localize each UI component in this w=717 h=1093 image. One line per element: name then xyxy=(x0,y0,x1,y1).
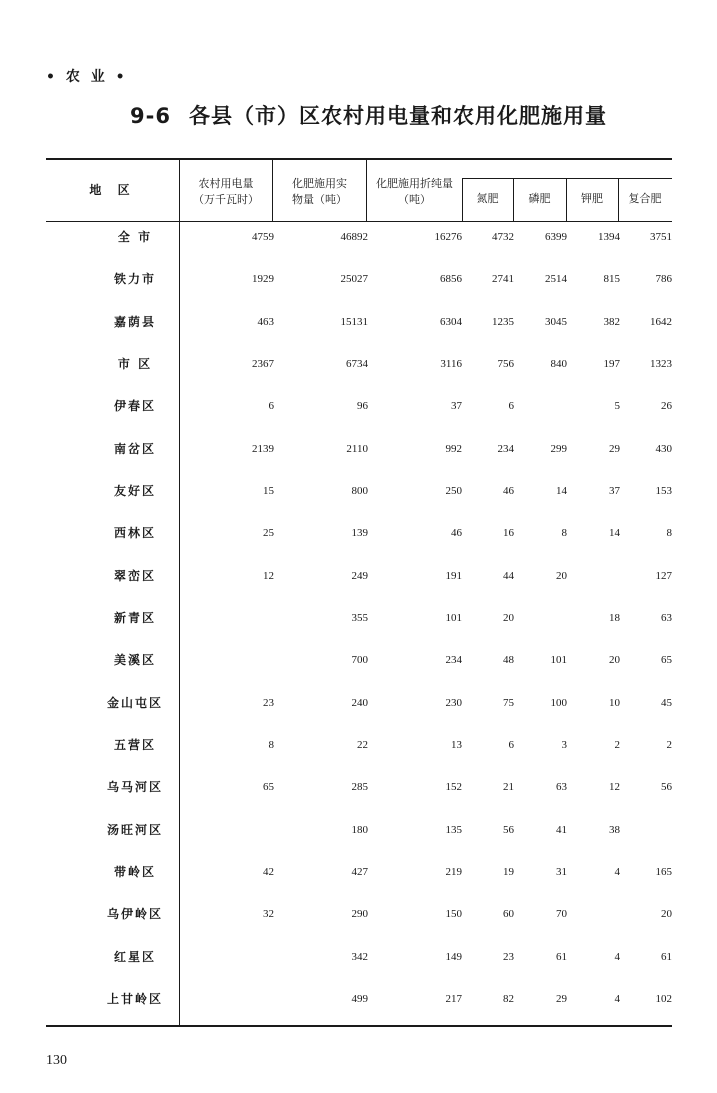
table-row xyxy=(46,947,672,989)
cell-p: 61 xyxy=(556,950,567,963)
cell-pure: 150 xyxy=(445,908,462,921)
cell-c: 1323 xyxy=(650,357,672,370)
cell-elec: 6 xyxy=(268,400,274,413)
header-subgroup-line xyxy=(462,178,672,179)
cell-n: 82 xyxy=(503,992,514,1005)
cell-pure: 149 xyxy=(445,950,462,963)
table-row xyxy=(46,820,672,862)
cell-actual: 342 xyxy=(351,950,368,963)
cell-c: 26 xyxy=(661,400,672,413)
cell-p: 3 xyxy=(561,738,567,751)
region-name: 友好区 xyxy=(113,483,156,498)
cell-pure: 234 xyxy=(445,654,462,667)
cell-elec: 4759 xyxy=(252,231,274,243)
cell-actual: 2110 xyxy=(346,442,368,455)
table-row xyxy=(46,312,672,354)
cell-p: 31 xyxy=(556,865,567,878)
cell-n: 44 xyxy=(503,569,514,582)
cell-k: 18 xyxy=(609,611,620,624)
cell-k: 38 xyxy=(609,823,620,836)
cell-n: 6 xyxy=(508,400,514,413)
cell-n: 48 xyxy=(503,654,514,667)
region-name: 嘉荫县 xyxy=(113,314,156,329)
cell-c: 430 xyxy=(655,442,672,455)
cell-pure: 217 xyxy=(445,992,462,1005)
cell-c: 65 xyxy=(661,654,672,667)
cell-actual: 6734 xyxy=(346,357,368,370)
region-name: 乌马河区 xyxy=(106,780,163,795)
cell-k: 382 xyxy=(603,315,620,328)
cell-elec: 25 xyxy=(263,527,274,540)
table-row xyxy=(46,523,672,565)
cell-actual: 499 xyxy=(351,992,368,1005)
table-row xyxy=(46,777,672,819)
cell-n: 20 xyxy=(503,611,514,624)
cell-p: 3045 xyxy=(545,315,567,328)
table-row xyxy=(46,862,672,904)
cell-pure: 152 xyxy=(445,781,462,794)
cell-elec: 8 xyxy=(268,738,274,751)
cell-actual: 285 xyxy=(351,781,368,794)
cell-c: 102 xyxy=(655,992,672,1005)
cell-k: 4 xyxy=(614,865,620,878)
cell-actual: 180 xyxy=(351,823,368,836)
cell-n: 756 xyxy=(497,357,514,370)
cell-actual: 355 xyxy=(351,611,368,624)
page-number: 130 xyxy=(46,1053,67,1068)
region-name: 伊春区 xyxy=(113,399,156,414)
cell-elec: 2139 xyxy=(252,442,274,455)
cell-k: 14 xyxy=(609,527,620,540)
region-name: 带岭区 xyxy=(113,864,156,879)
cell-elec xyxy=(204,820,274,840)
cell-elec xyxy=(204,608,274,628)
cell-actual: 290 xyxy=(351,908,368,921)
cell-actual: 15131 xyxy=(340,315,368,328)
cell-pure: 191 xyxy=(445,569,462,582)
cell-pure: 6856 xyxy=(440,273,462,286)
table-row xyxy=(46,354,672,396)
cell-c: 56 xyxy=(661,781,672,794)
column-divider xyxy=(462,178,463,221)
cell-elec: 12 xyxy=(263,569,274,582)
cell-c: 63 xyxy=(661,611,672,624)
region-name: 西林区 xyxy=(113,526,156,541)
cell-n: 6 xyxy=(508,738,514,751)
cell-elec: 42 xyxy=(263,865,274,878)
column-divider xyxy=(513,178,514,221)
cell-p: 101 xyxy=(550,654,567,667)
cell-actual: 25027 xyxy=(340,273,368,286)
cell-elec: 65 xyxy=(263,781,274,794)
table-row xyxy=(46,693,672,735)
cell-pure: 46 xyxy=(451,527,462,540)
table-row xyxy=(46,396,672,438)
cell-p: 63 xyxy=(556,781,567,794)
cell-elec xyxy=(204,989,274,1009)
table-row xyxy=(46,439,672,481)
cell-elec: 463 xyxy=(257,315,274,328)
cell-p: 6399 xyxy=(545,231,567,243)
region-name: 乌伊岭区 xyxy=(106,907,163,922)
cell-p: 70 xyxy=(556,908,567,921)
header-fertilizer-pure: 化肥施用折纯量 （吨） xyxy=(376,177,453,206)
region-name: 上甘岭区 xyxy=(106,991,163,1006)
cell-n: 19 xyxy=(503,865,514,878)
cell-k: 20 xyxy=(609,654,620,667)
cell-elec: 23 xyxy=(263,696,274,709)
cell-n: 46 xyxy=(503,484,514,497)
table-row xyxy=(46,650,672,692)
cell-actual: 700 xyxy=(351,654,368,667)
cell-actual: 800 xyxy=(351,484,368,497)
region-name: 五营区 xyxy=(113,737,156,752)
cell-p: 20 xyxy=(556,569,567,582)
cell-c: 20 xyxy=(661,908,672,921)
cell-pure: 219 xyxy=(445,865,462,878)
cell-c: 8 xyxy=(666,527,672,540)
cell-actual: 46892 xyxy=(340,231,368,243)
cell-p: 14 xyxy=(556,484,567,497)
cell-k: 29 xyxy=(609,442,620,455)
cell-elec xyxy=(204,650,274,670)
table-row xyxy=(46,735,672,777)
cell-n: 16 xyxy=(503,527,514,540)
cell-p: 8 xyxy=(561,527,567,540)
region-name: 金山屯区 xyxy=(106,695,163,710)
header-phosphate: 磷肥 xyxy=(528,192,551,205)
cell-k: 2 xyxy=(614,738,620,751)
cell-c: 786 xyxy=(655,273,672,286)
cell-pure: 230 xyxy=(445,696,462,709)
cell-k: 4 xyxy=(614,992,620,1005)
cell-k: 4 xyxy=(614,950,620,963)
table-bottom-rule xyxy=(46,1025,672,1027)
header-fertilizer-actual: 化肥施用实 物量（吨） xyxy=(292,177,347,206)
region-name: 美溪区 xyxy=(113,653,156,668)
cell-n: 1235 xyxy=(492,315,514,328)
table-body xyxy=(46,221,672,1025)
cell-n: 234 xyxy=(497,442,514,455)
cell-n: 56 xyxy=(503,823,514,836)
cell-elec: 2367 xyxy=(252,357,274,370)
cell-elec xyxy=(204,947,274,967)
cell-k: 815 xyxy=(603,273,620,286)
cell-actual: 249 xyxy=(351,569,368,582)
cell-p: 41 xyxy=(556,823,567,836)
cell-actual: 427 xyxy=(351,865,368,878)
cell-c: 2 xyxy=(666,738,672,751)
table-row xyxy=(46,227,672,269)
cell-c: 153 xyxy=(655,484,672,497)
title-number: 9-6 xyxy=(130,104,171,128)
cell-actual: 240 xyxy=(351,696,368,709)
column-divider xyxy=(618,178,619,221)
cell-pure: 16276 xyxy=(434,231,462,243)
table-row xyxy=(46,481,672,523)
cell-p: 840 xyxy=(550,357,567,370)
cell-pure: 992 xyxy=(445,442,462,455)
cell-n: 60 xyxy=(503,908,514,921)
cell-k: 12 xyxy=(609,781,620,794)
cell-c: 61 xyxy=(661,950,672,963)
region-name: 汤旺河区 xyxy=(106,822,163,837)
cell-pure: 37 xyxy=(451,400,462,413)
cell-n: 4732 xyxy=(492,231,514,243)
cell-c xyxy=(602,820,672,840)
cell-c: 45 xyxy=(661,696,672,709)
cell-pure: 101 xyxy=(445,611,462,624)
cell-n: 23 xyxy=(503,950,514,963)
title-text: 各县（市）区农村用电量和农用化肥施用量 xyxy=(188,103,607,128)
cell-c: 165 xyxy=(655,865,672,878)
cell-p: 100 xyxy=(550,696,567,709)
region-name: 市 区 xyxy=(117,356,153,371)
cell-pure: 13 xyxy=(451,738,462,751)
column-divider xyxy=(366,160,367,221)
region-name: 翠峦区 xyxy=(113,568,156,583)
header-region: 地 区 xyxy=(89,183,136,197)
cell-k: 197 xyxy=(603,357,620,370)
region-name: 铁力市 xyxy=(113,272,156,287)
cell-pure: 250 xyxy=(445,484,462,497)
cell-n: 75 xyxy=(503,696,514,709)
region-name: 全 市 xyxy=(117,230,153,244)
region-name: 新青区 xyxy=(113,610,156,625)
table-row xyxy=(46,904,672,946)
cell-p: 2514 xyxy=(545,273,567,286)
table-top-rule xyxy=(46,158,672,160)
cell-c: 1642 xyxy=(650,315,672,328)
cell-k: 10 xyxy=(609,696,620,709)
cell-actual: 22 xyxy=(357,738,368,751)
page-title xyxy=(130,100,607,130)
cell-actual: 139 xyxy=(351,527,368,540)
section-label: • 农 业 • xyxy=(46,69,128,85)
cell-pure: 6304 xyxy=(440,315,462,328)
header-nitrogen: 氮肥 xyxy=(476,192,499,205)
cell-actual: 96 xyxy=(357,400,368,413)
cell-n: 2741 xyxy=(492,273,514,286)
cell-p: 29 xyxy=(556,992,567,1005)
cell-p: 299 xyxy=(550,442,567,455)
column-divider xyxy=(566,178,567,221)
cell-elec: 15 xyxy=(263,484,274,497)
cell-c: 127 xyxy=(655,569,672,582)
table-row xyxy=(46,566,672,608)
cell-k: 37 xyxy=(609,484,620,497)
header-electricity: 农村用电量 （万千瓦时） xyxy=(193,177,259,206)
cell-elec: 1929 xyxy=(252,273,274,286)
table-row xyxy=(46,269,672,311)
header-potash: 钾肥 xyxy=(581,192,603,205)
region-name: 红星区 xyxy=(113,949,156,964)
cell-pure: 135 xyxy=(445,823,462,836)
cell-pure: 3116 xyxy=(440,357,462,370)
cell-c: 3751 xyxy=(650,231,672,243)
column-divider xyxy=(272,160,273,221)
cell-n: 21 xyxy=(503,781,514,794)
cell-elec: 32 xyxy=(263,908,274,921)
header-compound: 复合肥 xyxy=(628,192,662,205)
cell-k: 1394 xyxy=(598,231,620,243)
region-name: 南岔区 xyxy=(113,441,156,456)
table-row xyxy=(46,608,672,650)
cell-k: 5 xyxy=(614,400,620,413)
